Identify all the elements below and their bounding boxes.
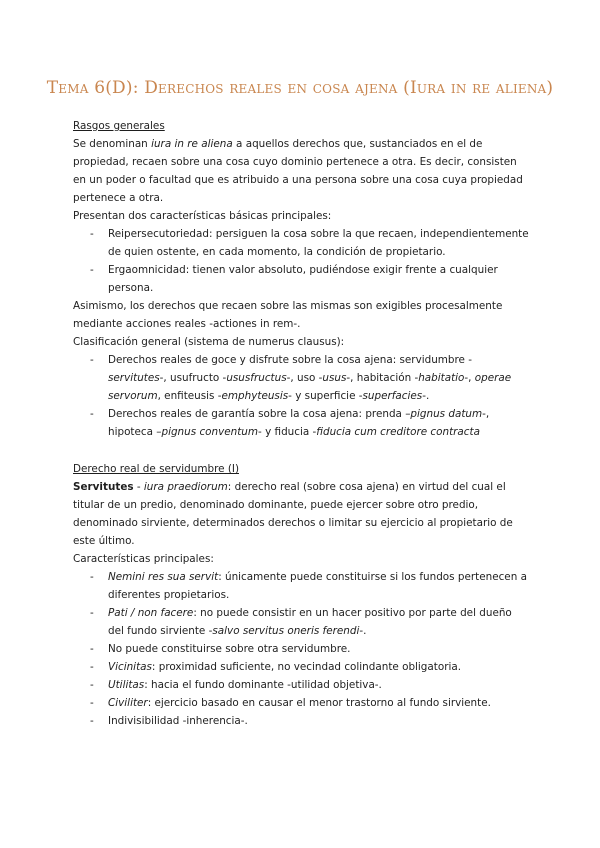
intro-paragraph: Se denominan iura in re aliena a aquellos derechos que, sustanciados en el de propiedad, recaen sobre una cosa cuyo dominio pertenece a otra. Es decir, consisten en un poder o facultad que es atribuido a una persona sobre una cosa cuya propiedad pertenece a otra. <box>73 138 523 204</box>
classification-intro: Clasificación general (sistema de numerus clausus): <box>73 336 345 348</box>
list-item: - Utilitas: hacia el fundo dominante -utilidad objetiva-. <box>73 676 529 694</box>
features-list <box>73 225 529 297</box>
list-item: - Pati / non facere: no puede consistir en un hacer positivo por parte del dueño del fundo sirviente -salvo servitus oneris ferendi-. <box>73 604 529 640</box>
document-title: Tema 6(D): Derechos reales en cosa ajena (Iura in re aliena) <box>46 78 554 98</box>
list-item: - Derechos reales de garantía sobre la cosa ajena: prenda –pignus datum-, hipoteca –pignus conventum- y fiducia -fiducia cum creditore contracta <box>73 405 529 441</box>
list-item: - Ergaomnicidad: tienen valor absoluto, pudiéndose exigir frente a cualquier persona. <box>73 261 529 297</box>
characteristics-list <box>73 568 529 730</box>
list-item: - Civiliter: ejercicio basado en causar el menor trastorno al fundo sirviente. <box>73 694 529 712</box>
classification-list <box>73 351 529 441</box>
list-item: - No puede constituirse sobre otra servidumbre. <box>73 640 529 658</box>
section-heading-rasgos: Rasgos generales <box>73 120 165 132</box>
features-intro: Presentan dos características básicas principales: <box>73 210 332 222</box>
document-body <box>73 117 529 730</box>
list-item: - Nemini res sua servit: únicamente puede constituirse si los fundos pertenecen a diferentes propietarios. <box>73 568 529 604</box>
section-heading-servidumbre: Derecho real de servidumbre (I) <box>73 463 239 475</box>
list-item: - Indivisibilidad -inherencia-. <box>73 712 529 730</box>
definition-paragraph: Servitutes - iura praediorum: derecho real (sobre cosa ajena) en virtud del cual el titular de un predio, denominado dominante, puede ejercer sobre otro predio, denominado sirviente, determinados derechos o limitar su ejercicio al propietario de este último. <box>73 481 513 547</box>
section-gap <box>73 441 529 460</box>
actions-paragraph: Asimismo, los derechos que recaen sobre las mismas son exigibles procesalmente mediante acciones reales -actiones in rem-. <box>73 300 503 330</box>
characteristics-intro: Características principales: <box>73 553 214 565</box>
list-item: - Reipersecutoriedad: persiguen la cosa sobre la que recaen, independientemente de quien ostente, en cada momento, la condición de propietario. <box>73 225 529 261</box>
list-item: - Derechos reales de goce y disfrute sobre la cosa ajena: servidumbre -servitutes-, usufructo -ususfructus-, uso -usus-, habitación -habitatio-, operae servorum, enfiteusis -emphyteusis- y superficie -superfacies-. <box>73 351 529 405</box>
list-item: - Vicinitas: proximidad suficiente, no vecindad colindante obligatoria. <box>73 658 529 676</box>
